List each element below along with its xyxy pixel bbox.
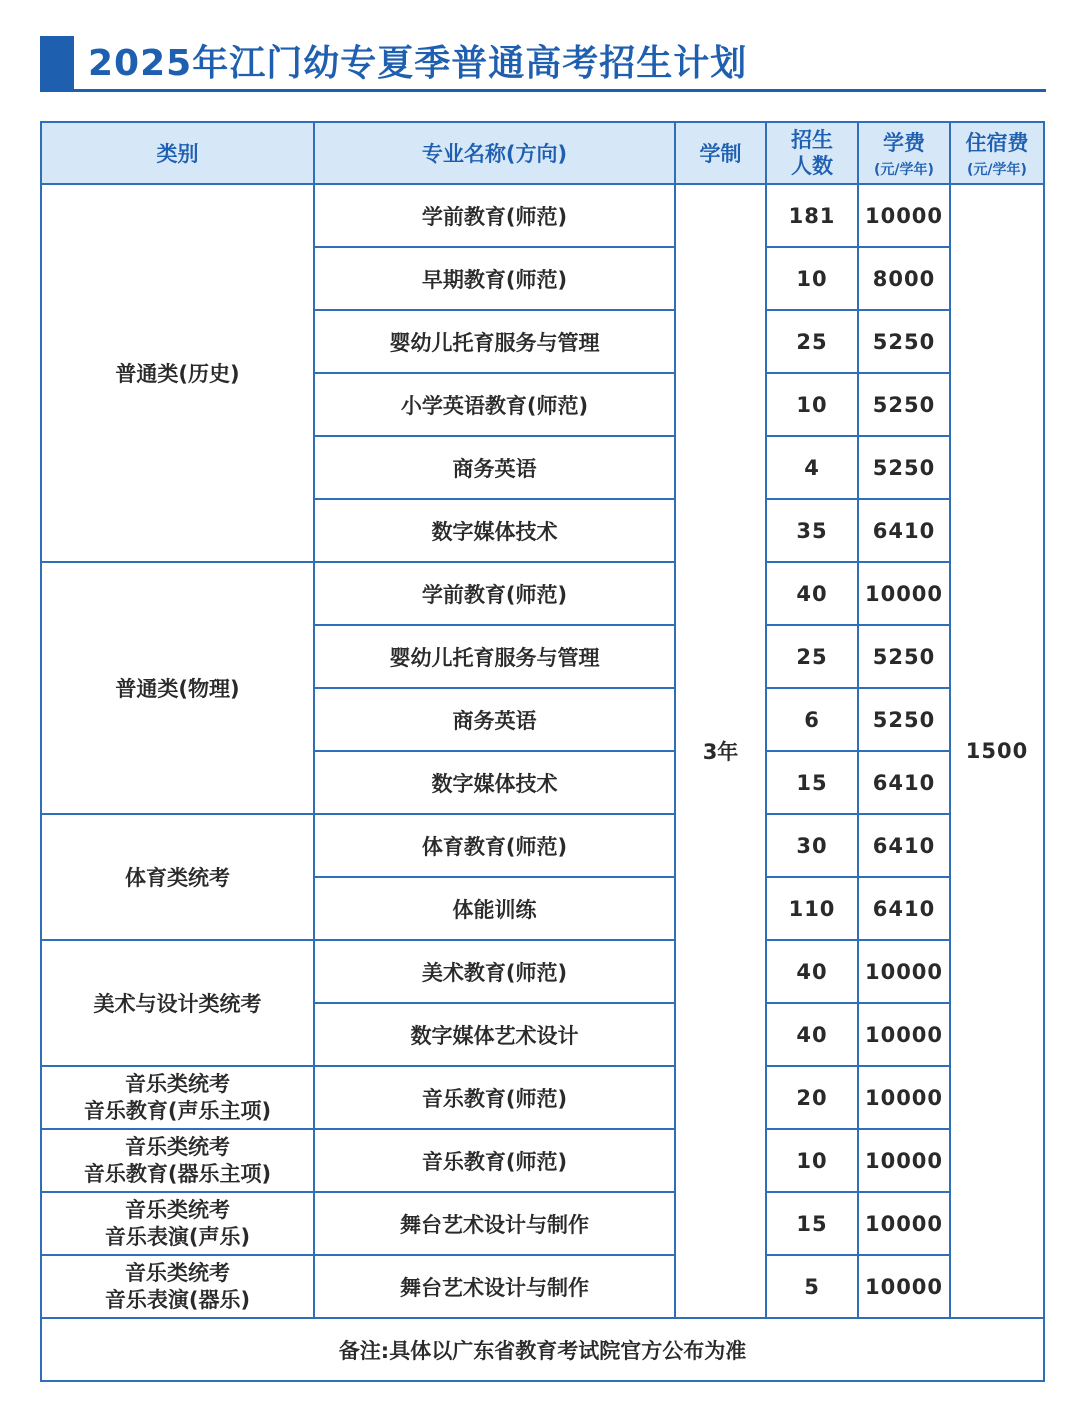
header-duration: 学制 — [675, 122, 766, 184]
table-header-row — [41, 122, 1044, 184]
major-cell: 体育教育(师范) — [314, 814, 675, 877]
category-cell: 美术与设计类统考 — [41, 940, 314, 1066]
category-line2: 音乐表演(器乐) — [104, 1287, 251, 1312]
enrollment-count-cell: 35 — [766, 499, 858, 562]
tuition-cell: 10000 — [858, 1066, 950, 1129]
major-cell: 美术教育(师范) — [314, 940, 675, 1003]
table-row — [41, 940, 1044, 1003]
category-line2: 音乐教育(声乐主项) — [83, 1098, 272, 1123]
major-cell: 舞台艺术设计与制作 — [314, 1255, 675, 1318]
tuition-cell: 10000 — [858, 1192, 950, 1255]
table-row — [41, 1192, 1044, 1255]
category-cell — [41, 1129, 314, 1192]
enrollment-count-cell: 40 — [766, 940, 858, 1003]
title-underline — [40, 89, 1046, 92]
tuition-cell: 6410 — [858, 499, 950, 562]
major-cell: 早期教育(师范) — [314, 247, 675, 310]
category-cell — [41, 1255, 314, 1318]
major-cell: 婴幼儿托育服务与管理 — [314, 625, 675, 688]
enrollment-count-cell: 25 — [766, 625, 858, 688]
major-cell: 商务英语 — [314, 688, 675, 751]
enrollment-count-cell: 10 — [766, 247, 858, 310]
tuition-cell: 5250 — [858, 310, 950, 373]
title-accent-bar — [40, 36, 74, 90]
major-cell: 婴幼儿托育服务与管理 — [314, 310, 675, 373]
tuition-cell: 5250 — [858, 373, 950, 436]
category-cell: 普通类(历史) — [41, 184, 314, 562]
enrollment-count-cell: 6 — [766, 688, 858, 751]
enrollment-count-cell: 40 — [766, 562, 858, 625]
enrollment-count-cell: 181 — [766, 184, 858, 247]
category-line1: 音乐类统考 — [125, 1134, 230, 1159]
header-dorm-unit: (元/学年) — [967, 162, 1027, 178]
enrollment-count-cell: 15 — [766, 1192, 858, 1255]
header-enrollment — [766, 122, 858, 184]
enrollment-count-cell: 5 — [766, 1255, 858, 1318]
major-cell: 音乐教育(师范) — [314, 1129, 675, 1192]
enrollment-count-cell: 110 — [766, 877, 858, 940]
category-cell — [41, 1066, 314, 1129]
note-row — [41, 1318, 1044, 1381]
header-enrollment-line1: 招生 — [791, 128, 833, 152]
table-row — [41, 1129, 1044, 1192]
major-cell: 学前教育(师范) — [314, 184, 675, 247]
table-row — [41, 562, 1044, 625]
table-row — [41, 1066, 1044, 1129]
major-cell: 小学英语教育(师范) — [314, 373, 675, 436]
enrollment-count-cell: 25 — [766, 310, 858, 373]
enrollment-count-cell: 15 — [766, 751, 858, 814]
enrollment-count-cell: 20 — [766, 1066, 858, 1129]
note-text: 备注:具体以广东省教育考试院官方公布为准 — [41, 1318, 1044, 1381]
table-row — [41, 814, 1044, 877]
header-dorm — [950, 122, 1044, 184]
tuition-cell: 10000 — [858, 1129, 950, 1192]
enrollment-plan-table — [40, 121, 1045, 1382]
tuition-cell: 10000 — [858, 1255, 950, 1318]
header-major: 专业名称(方向) — [314, 122, 675, 184]
category-line2: 音乐教育(器乐主项) — [83, 1161, 272, 1186]
major-cell: 舞台艺术设计与制作 — [314, 1192, 675, 1255]
category-line1: 音乐类统考 — [125, 1197, 230, 1222]
tuition-cell: 10000 — [858, 562, 950, 625]
header-category: 类别 — [41, 122, 314, 184]
table-row — [41, 1255, 1044, 1318]
major-cell: 学前教育(师范) — [314, 562, 675, 625]
enrollment-count-cell: 10 — [766, 1129, 858, 1192]
enrollment-count-cell: 40 — [766, 1003, 858, 1066]
enrollment-count-cell: 10 — [766, 373, 858, 436]
category-cell: 普通类(物理) — [41, 562, 314, 814]
tuition-cell: 10000 — [858, 940, 950, 1003]
major-cell: 数字媒体技术 — [314, 499, 675, 562]
tuition-cell: 6410 — [858, 751, 950, 814]
dorm-fee-cell: 1500 — [950, 184, 1044, 1318]
header-tuition — [858, 122, 950, 184]
category-cell: 体育类统考 — [41, 814, 314, 940]
tuition-cell: 10000 — [858, 1003, 950, 1066]
page-title: 2025年江门幼专夏季普通高考招生计划 — [88, 43, 748, 84]
category-line1: 音乐类统考 — [125, 1071, 230, 1096]
header-tuition-label: 学费 — [883, 131, 925, 155]
category-line1: 音乐类统考 — [125, 1260, 230, 1285]
tuition-cell: 5250 — [858, 688, 950, 751]
major-cell: 体能训练 — [314, 877, 675, 940]
header-enrollment-line2: 人数 — [791, 154, 833, 178]
header-tuition-unit: (元/学年) — [874, 162, 934, 178]
duration-cell: 3年 — [675, 184, 766, 1318]
major-cell: 数字媒体艺术设计 — [314, 1003, 675, 1066]
major-cell: 音乐教育(师范) — [314, 1066, 675, 1129]
category-line2: 音乐表演(声乐) — [104, 1224, 251, 1249]
tuition-cell: 6410 — [858, 814, 950, 877]
enrollment-count-cell: 4 — [766, 436, 858, 499]
major-cell: 数字媒体技术 — [314, 751, 675, 814]
tuition-cell: 5250 — [858, 625, 950, 688]
tuition-cell: 5250 — [858, 436, 950, 499]
tuition-cell: 6410 — [858, 877, 950, 940]
enrollment-count-cell: 30 — [766, 814, 858, 877]
category-cell — [41, 1192, 314, 1255]
table-row — [41, 184, 1044, 247]
header-dorm-label: 住宿费 — [965, 131, 1029, 155]
tuition-cell: 10000 — [858, 184, 950, 247]
tuition-cell: 8000 — [858, 247, 950, 310]
major-cell: 商务英语 — [314, 436, 675, 499]
